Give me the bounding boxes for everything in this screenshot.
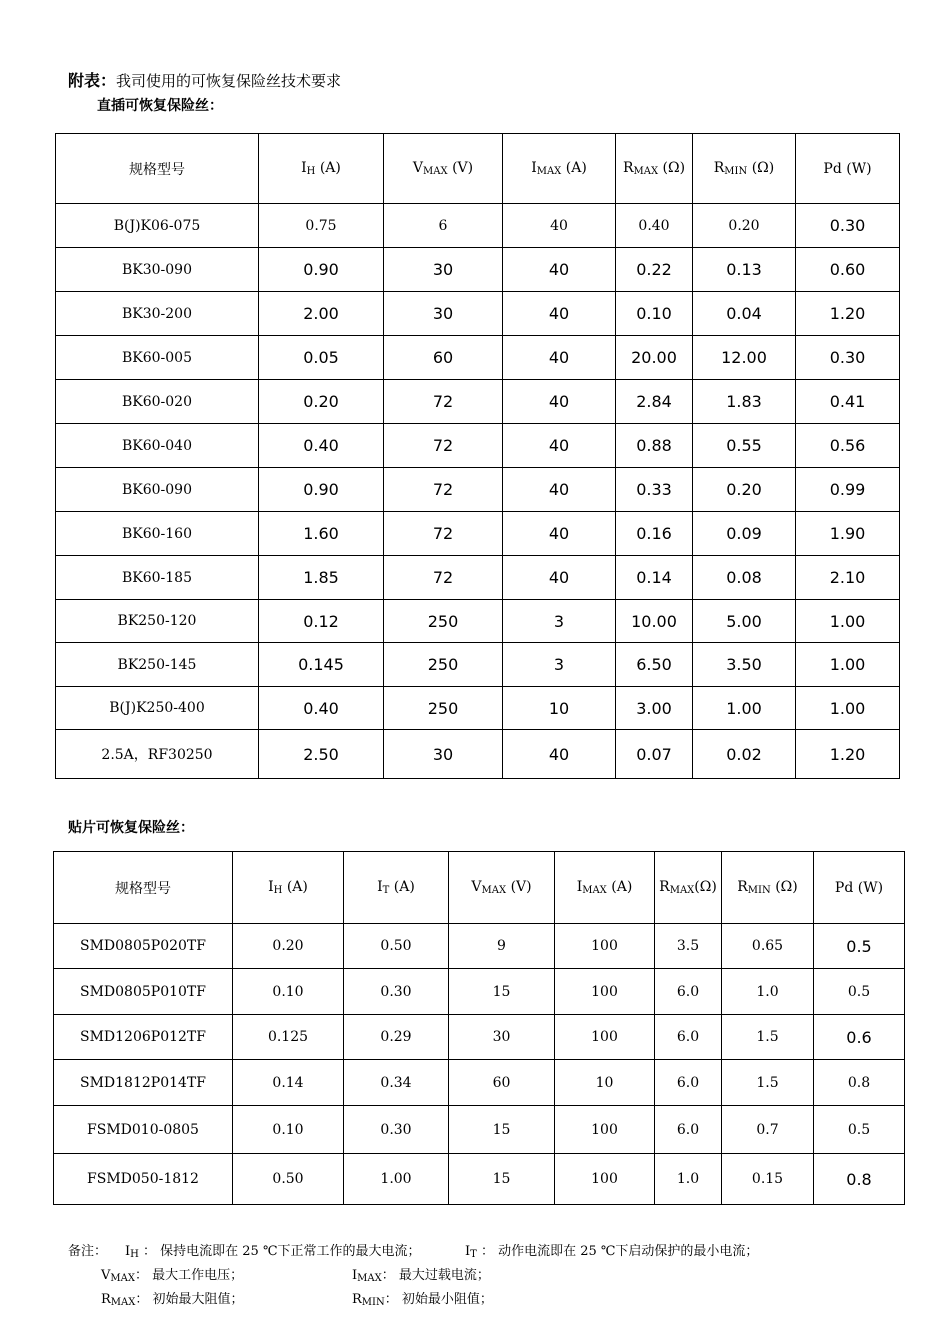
table-cell: 3.5 <box>655 924 722 969</box>
table-cell: 72 <box>384 512 503 556</box>
table-cell: 0.7 <box>722 1106 814 1154</box>
col-header-ih: $I_H$ (A) <box>233 852 344 924</box>
table-cell: 0.40 <box>616 204 693 248</box>
table-cell: 20.00 <box>616 336 693 380</box>
cell-model: BK250-145 <box>56 643 259 687</box>
table-cell: 0.04 <box>693 292 796 336</box>
table-row <box>56 336 900 380</box>
table-cell: 0.5 <box>814 924 905 969</box>
cell-model: SMD1206P012TF <box>54 1015 233 1060</box>
note-imax: $I_{MAX}$： 最大过载电流； <box>352 1268 490 1284</box>
table-cell: 100 <box>555 1015 655 1060</box>
table-cell: 40 <box>503 468 616 512</box>
cell-model: BK60-020 <box>56 380 259 424</box>
table-cell: 1.0 <box>655 1154 722 1205</box>
table-cell: 1.83 <box>693 380 796 424</box>
table-cell: 0.10 <box>616 292 693 336</box>
table-cell: 40 <box>503 380 616 424</box>
table-cell: 250 <box>384 643 503 687</box>
table-row <box>54 1015 905 1060</box>
table-header-row <box>54 852 905 924</box>
cell-model: BK60-185 <box>56 556 259 600</box>
table-cell: 9 <box>449 924 555 969</box>
table-cell: 0.10 <box>233 1106 344 1154</box>
table-cell: 0.6 <box>814 1015 905 1060</box>
table-cell: 1.20 <box>796 730 900 779</box>
col-header-rmax: $R_{MAX}$ (Ω) <box>616 134 693 204</box>
table-cell: 100 <box>555 1106 655 1154</box>
table-cell: 0.8 <box>814 1060 905 1106</box>
table-cell: 0.20 <box>233 924 344 969</box>
table-cell: 1.00 <box>796 687 900 730</box>
col-header-vmax: $V_{MAX}$ (V) <box>384 134 503 204</box>
table-cell: 40 <box>503 424 616 468</box>
table-cell: 3 <box>503 643 616 687</box>
table-row <box>54 1060 905 1106</box>
cell-model: BK60-040 <box>56 424 259 468</box>
col-header-model: 规格型号 <box>54 852 233 924</box>
table-cell: 0.125 <box>233 1015 344 1060</box>
table-cell: 1.20 <box>796 292 900 336</box>
table-cell: 0.99 <box>796 468 900 512</box>
table-cell: 40 <box>503 556 616 600</box>
table-row <box>54 969 905 1015</box>
title-prefix: 附表： <box>68 71 117 90</box>
table-cell: 100 <box>555 969 655 1015</box>
table-cell: 0.145 <box>259 643 384 687</box>
col-header-ih: $I_H$ (A) <box>259 134 384 204</box>
table-cell: 0.40 <box>259 424 384 468</box>
table-row <box>56 643 900 687</box>
table-cell: 2.84 <box>616 380 693 424</box>
table-cell: 6.50 <box>616 643 693 687</box>
through-hole-fuse-table <box>55 133 900 779</box>
cell-model: BK250-120 <box>56 600 259 643</box>
table-cell: 72 <box>384 468 503 512</box>
table-cell: 1.5 <box>722 1015 814 1060</box>
table-cell: 15 <box>449 969 555 1015</box>
table-cell: 0.50 <box>344 924 449 969</box>
table-cell: 6.0 <box>655 1015 722 1060</box>
section1-heading: 直插可恢复保险丝： <box>97 98 223 114</box>
table-cell: 1.90 <box>796 512 900 556</box>
table-cell: 2.00 <box>259 292 384 336</box>
table-cell: 60 <box>384 336 503 380</box>
table-cell: 72 <box>384 380 503 424</box>
page-title <box>68 68 341 91</box>
table-cell: 30 <box>449 1015 555 1060</box>
table-cell: 0.15 <box>722 1154 814 1205</box>
table-row <box>56 556 900 600</box>
table-cell: 1.00 <box>693 687 796 730</box>
table-cell: 0.14 <box>616 556 693 600</box>
table-cell: 1.00 <box>796 643 900 687</box>
table-cell: 40 <box>503 292 616 336</box>
table-cell: 6.0 <box>655 969 722 1015</box>
table-row <box>56 468 900 512</box>
table-cell: 0.30 <box>796 336 900 380</box>
table-cell: 0.30 <box>796 204 900 248</box>
table-cell: 72 <box>384 424 503 468</box>
table-cell: 40 <box>503 730 616 779</box>
table-cell: 1.00 <box>344 1154 449 1205</box>
table-cell: 40 <box>503 204 616 248</box>
table-cell: 0.22 <box>616 248 693 292</box>
cell-model: B(J)K250-400 <box>56 687 259 730</box>
table-cell: 15 <box>449 1106 555 1154</box>
table-cell: 0.56 <box>796 424 900 468</box>
table-cell: 1.0 <box>722 969 814 1015</box>
table-cell: 1.00 <box>796 600 900 643</box>
table-row <box>56 687 900 730</box>
table-cell: 2.10 <box>796 556 900 600</box>
table-cell: 100 <box>555 924 655 969</box>
cell-model: BK60-090 <box>56 468 259 512</box>
table-cell: 0.30 <box>344 969 449 1015</box>
table-cell: 0.8 <box>814 1154 905 1205</box>
col-header-pd: Pd (W) <box>814 852 905 924</box>
col-header-rmax: $R_{MAX}(\Omega)$ <box>655 852 722 924</box>
table-cell: 100 <box>555 1154 655 1205</box>
col-header-rmin: $R_{MIN}$ (Ω) <box>693 134 796 204</box>
table-cell: 6.0 <box>655 1106 722 1154</box>
cell-model: SMD1812P014TF <box>54 1060 233 1106</box>
table-cell: 0.50 <box>233 1154 344 1205</box>
table-cell: 3.50 <box>693 643 796 687</box>
smd-fuse-table <box>53 851 905 1205</box>
cell-model: FSMD010-0805 <box>54 1106 233 1154</box>
table-cell: 0.5 <box>814 1106 905 1154</box>
cell-model: SMD0805P020TF <box>54 924 233 969</box>
table-cell: 30 <box>384 292 503 336</box>
table-cell: 0.41 <box>796 380 900 424</box>
table-cell: 0.29 <box>344 1015 449 1060</box>
cell-model: BK30-200 <box>56 292 259 336</box>
col-header-it: $I_T$ (A) <box>344 852 449 924</box>
table-row <box>54 1154 905 1205</box>
table-cell: 0.05 <box>259 336 384 380</box>
col-header-imax: $I_{MAX}$ (A) <box>503 134 616 204</box>
table-cell: 0.55 <box>693 424 796 468</box>
table-cell: 0.65 <box>722 924 814 969</box>
section2-heading: 贴片可恢复保险丝： <box>68 820 194 836</box>
table-cell: 6 <box>384 204 503 248</box>
cell-model: SMD0805P010TF <box>54 969 233 1015</box>
table-row <box>56 730 900 779</box>
cell-model: BK30-090 <box>56 248 259 292</box>
table-cell: 0.13 <box>693 248 796 292</box>
table-cell: 0.20 <box>259 380 384 424</box>
table-cell: 40 <box>503 512 616 556</box>
table-cell: 0.02 <box>693 730 796 779</box>
table-header-row <box>56 134 900 204</box>
table-cell: 0.30 <box>344 1106 449 1154</box>
table-row <box>56 204 900 248</box>
col-header-rmin: $R_{MIN}$ (Ω) <box>722 852 814 924</box>
table-cell: 2.50 <box>259 730 384 779</box>
cell-model: 2.5A，RF30250 <box>56 730 259 779</box>
table-cell: 0.33 <box>616 468 693 512</box>
table-row <box>54 924 905 969</box>
table-cell: 15 <box>449 1154 555 1205</box>
note-rmax: $R_{MAX}$： 初始最大阻值； <box>101 1292 244 1308</box>
cell-model: B(J)K06-075 <box>56 204 259 248</box>
notes-label: 备注： <box>68 1244 108 1259</box>
table-cell: 1.60 <box>259 512 384 556</box>
table-cell: 0.10 <box>233 969 344 1015</box>
table-cell: 0.14 <box>233 1060 344 1106</box>
table-row <box>56 512 900 556</box>
table-cell: 1.85 <box>259 556 384 600</box>
table-cell: 0.07 <box>616 730 693 779</box>
table-cell: 0.5 <box>814 969 905 1015</box>
table-cell: 10 <box>555 1060 655 1106</box>
table-row <box>56 292 900 336</box>
table-cell: 6.0 <box>655 1060 722 1106</box>
table-cell: 72 <box>384 556 503 600</box>
title-text: 我司使用的可恢复保险丝技术要求 <box>116 72 342 90</box>
note-vmax: $V_{MAX}$： 最大工作电压； <box>101 1268 244 1284</box>
table-cell: 0.90 <box>259 468 384 512</box>
table-cell: 60 <box>449 1060 555 1106</box>
col-header-model: 规格型号 <box>56 134 259 204</box>
table-cell: 0.40 <box>259 687 384 730</box>
table-cell: 10.00 <box>616 600 693 643</box>
table-cell: 30 <box>384 730 503 779</box>
table-cell: 0.20 <box>693 204 796 248</box>
table-cell: 12.00 <box>693 336 796 380</box>
note-it: $I_T$ ： 动作电流即在 25 ℃下启动保护的最小电流； <box>465 1244 759 1260</box>
note-rmin: $R_{MIN}$： 初始最小阻值； <box>352 1292 493 1308</box>
table-cell: 0.60 <box>796 248 900 292</box>
cell-model: FSMD050-1812 <box>54 1154 233 1205</box>
col-header-pd: Pd (W) <box>796 134 900 204</box>
table-cell: 3 <box>503 600 616 643</box>
table-row <box>56 248 900 292</box>
table-cell: 0.12 <box>259 600 384 643</box>
cell-model: BK60-160 <box>56 512 259 556</box>
note-ih: $I_H$ ： 保持电流即在 25 ℃下正常工作的最大电流； <box>125 1244 421 1260</box>
cell-model: BK60-005 <box>56 336 259 380</box>
table-cell: 0.20 <box>693 468 796 512</box>
table-cell: 5.00 <box>693 600 796 643</box>
table-row <box>56 380 900 424</box>
table-cell: 0.88 <box>616 424 693 468</box>
table-row <box>56 600 900 643</box>
table-cell: 0.90 <box>259 248 384 292</box>
table-cell: 3.00 <box>616 687 693 730</box>
table-cell: 0.34 <box>344 1060 449 1106</box>
table-cell: 30 <box>384 248 503 292</box>
table-cell: 40 <box>503 248 616 292</box>
table-row <box>54 1106 905 1154</box>
table-cell: 0.75 <box>259 204 384 248</box>
col-header-vmax: $V_{MAX}$ (V) <box>449 852 555 924</box>
table-cell: 250 <box>384 600 503 643</box>
table-cell: 250 <box>384 687 503 730</box>
table-cell: 0.16 <box>616 512 693 556</box>
table-cell: 0.08 <box>693 556 796 600</box>
table-cell: 10 <box>503 687 616 730</box>
table-cell: 1.5 <box>722 1060 814 1106</box>
col-header-imax: $I_{MAX}$ (A) <box>555 852 655 924</box>
table-cell: 0.09 <box>693 512 796 556</box>
table-cell: 40 <box>503 336 616 380</box>
table-row <box>56 424 900 468</box>
